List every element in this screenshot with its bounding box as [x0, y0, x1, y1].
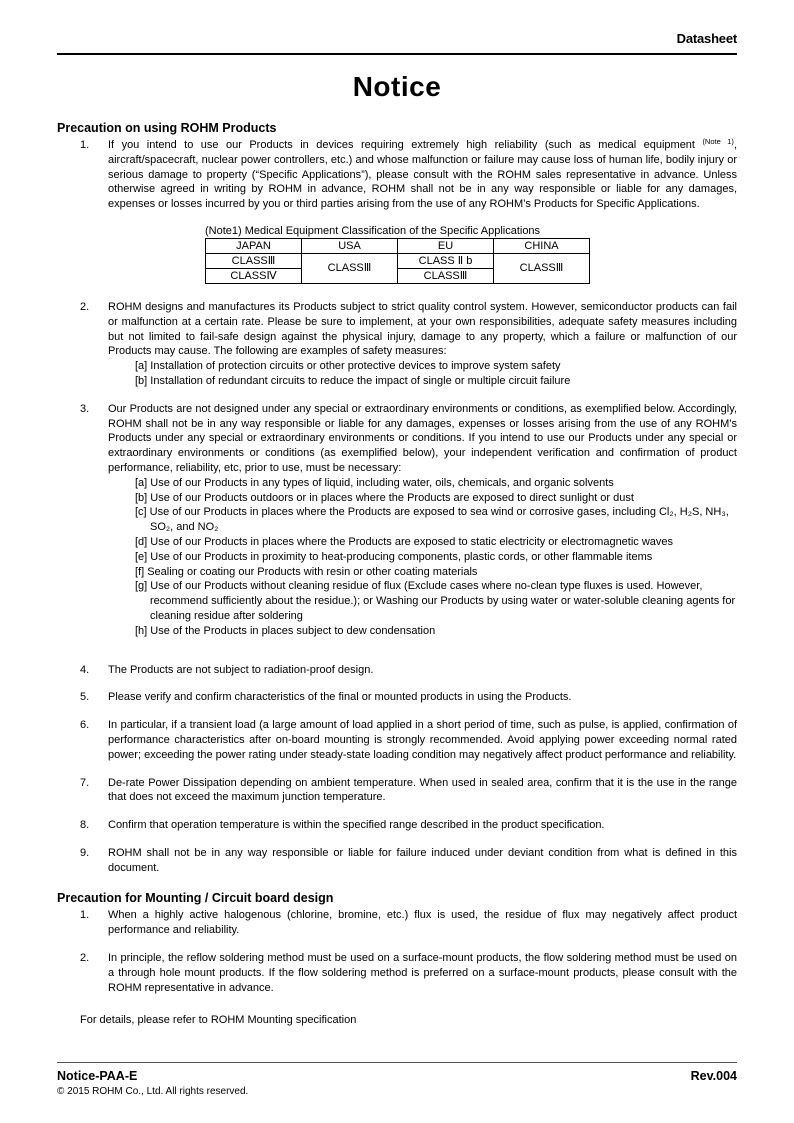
page-header [57, 30, 737, 48]
item-text: The Products are not subject to radiation-proof design. [108, 663, 374, 676]
note1-table-caption: (Note1) Medical Equipment Classification of the Specific Applications [205, 224, 541, 237]
item-text: Please verify and confirm characteristics of the final or mounted products in using the Products. [108, 691, 572, 704]
sub-item-f: [f] Sealing or coating our Products with resin or other coating materials [135, 565, 478, 578]
item-paragraph: ROHM designs and manufactures its Products subject to strict quality control system. However, semiconductor products can fail or malfunction at a certain rate. Please be sure to implement, at your own responsibilities, adequate safety measures including but not limited to fail-safe design against the physical injury, damage to any property, which a failure or malfunction of our Products may cause. The following are examples of safety measures: [108, 300, 737, 358]
sub-item-e: [e] Use of our Products in proximity to heat-producing components, plastic cords, or other flammable items [135, 550, 653, 563]
header-rule [57, 53, 737, 55]
note1-reference: (Note 1) [702, 137, 734, 146]
item-text: ROHM shall not be in any way responsible or liable for failure induced under deviant condition from what is defined in this document. [108, 846, 737, 874]
table-row [206, 253, 590, 268]
cell-eu-class2b: CLASS Ⅱ b [398, 253, 494, 268]
sub-item-b: [b] Installation of redundant circuits to reduce the impact of single or multiple circuit failure [135, 374, 571, 387]
table-header-eu: EU [398, 238, 494, 253]
item-text: In principle, the reflow soldering method must be used on a surface-mount products, the flow soldering method must be used on a through hole mount products. If the flow soldering method is preferred on a surface-mount products, please consult with the ROHM representative in advance. [108, 952, 737, 994]
item-number: 9. [80, 846, 90, 859]
notice-item-6 [57, 718, 737, 762]
document-id: Notice-PAA-E [57, 1069, 138, 1083]
item-number: 7. [80, 776, 90, 789]
sub-item-a: [a] Installation of protection circuits or other protective devices to improve system safety [135, 360, 561, 373]
item-paragraph: Our Products are not designed under any special or extraordinary environments or conditions, as exemplified below. Accordingly, ROHM shall not be in any way responsible or liable for any damages, expenses or losses arising from the use of any ROHM’s Products under any special or extraordinary environments or conditions. If you intend to use our Products under any special or extraordinary environments or conditions (as exemplified below), your independent verification and confirmation of product performance, reliability, etc, prior to use, must be necessary: [108, 402, 737, 474]
notice-item-1 [57, 138, 737, 212]
cell-eu-class3: CLASSⅢ [398, 268, 494, 283]
cell-china-class3: CLASSⅢ [494, 253, 590, 283]
item-text [108, 402, 737, 639]
sub-item-c: [c] Use of our Products in places where the Products are exposed to sea wind or corrosive gases, including Cl₂, H₂S, NH₃, SO₂, and NO₂ [135, 506, 729, 534]
sub-item-d: [d] Use of our Products in places where the Products are exposed to static electricity or electromagnetic waves [135, 535, 674, 548]
copyright-notice: © 2015 ROHM Co., Ltd. All rights reserved. [57, 1086, 249, 1097]
table-header-usa: USA [302, 238, 398, 253]
item-number: 5. [80, 691, 90, 704]
page-title: Notice [352, 71, 442, 102]
item-text: Confirm that operation temperature is within the specified range described in the product specification. [108, 819, 605, 832]
mounting-item-2 [57, 951, 737, 995]
notice-item-4 [57, 663, 737, 678]
item-number: 4. [80, 663, 90, 676]
cell-japan-class4: CLASSⅣ [206, 268, 302, 283]
item-number: 1. [80, 139, 90, 151]
notice-item-3 [57, 402, 737, 639]
datasheet-label: Datasheet [676, 31, 737, 46]
notice-item-2 [57, 300, 737, 389]
item-number: 2. [80, 952, 90, 965]
footer-rule [57, 1062, 737, 1063]
item-number: 3. [80, 402, 90, 415]
mounting-closing-note: For details, please refer to ROHM Mounting specification [80, 1014, 357, 1027]
mounting-item-1 [57, 908, 737, 938]
notice-item-5 [57, 690, 737, 705]
section-heading-mounting: Precaution for Mounting / Circuit board design [57, 891, 334, 906]
item-text: When a highly active halogenous (chlorine, bromine, etc.) flux is used, the residue of flux may negatively affect product performance and reliability. [108, 909, 737, 937]
page-footer [57, 1062, 737, 1098]
item-text [108, 138, 737, 212]
sub-item-g: [g] Use of our Products without cleaning residue of flux (Exclude cases where no-clean type fluxes is used. However, recommend sufficiently about the residue.); or Washing our Products by using water or water-soluble cleaning agents for cleaning residue after soldering [135, 580, 736, 622]
revision-label: Rev.004 [690, 1069, 737, 1083]
item-number: 6. [80, 719, 90, 732]
notice-item-8 [57, 818, 737, 833]
item-text-part: If you intend to use our Products in devices requiring extremely high reliability (such as medical equipment [108, 139, 703, 151]
table-header-row [206, 238, 590, 253]
sub-item-h: [h] Use of the Products in places subject to dew condensation [135, 624, 436, 637]
section-heading-using-products: Precaution on using ROHM Products [57, 121, 277, 135]
item-text: In particular, if a transient load (a large amount of load applied in a short period of time, such as pulse, is applied, confirmation of performance characteristics after on-board mounting is strongly recommended. Avoid applying power exceeding normal rated power; exceeding the power rating under steady-state loading condition may negatively affect product performance and reliability. [108, 719, 737, 761]
notice-item-9 [57, 846, 737, 876]
sub-item-a: [a] Use of our Products in any types of liquid, including water, oils, chemicals, and organic solvents [135, 476, 614, 489]
sub-item-b: [b] Use of our Products outdoors or in places where the Products are exposed to direct sunlight or dust [135, 491, 634, 504]
footer-row [57, 1069, 737, 1083]
item-number: 8. [80, 819, 90, 832]
notice-item-7 [57, 776, 737, 806]
item-number: 2. [80, 300, 90, 313]
note1-table-block [205, 225, 737, 284]
item-text [108, 300, 737, 389]
table-header-japan: JAPAN [206, 238, 302, 253]
item-number: 1. [80, 909, 90, 922]
cell-usa-class3: CLASSⅢ [302, 253, 398, 283]
item-text-part: , aircraft/spacecraft, nuclear power controllers, etc.) and whose malfunction or failure may cause loss of human life, bodily injury or serious damage to property (“Specific Applications”), please consult with the ROHM sales representative in advance. Unless otherwise agreed in writing by ROHM in advance, ROHM shall not be in any way responsible or liable for any damages, expenses or losses incurred by you or third parties arising from the use of any ROHM’s Products for Specific Applications. [108, 139, 737, 211]
note1-table [205, 238, 590, 284]
table-header-china: CHINA [494, 238, 590, 253]
cell-japan-class3: CLASSⅢ [206, 253, 302, 268]
item-text: De-rate Power Dissipation depending on ambient temperature. When used in sealed area, confirm that it is the use in the range that does not exceed the maximum junction temperature. [108, 776, 737, 804]
